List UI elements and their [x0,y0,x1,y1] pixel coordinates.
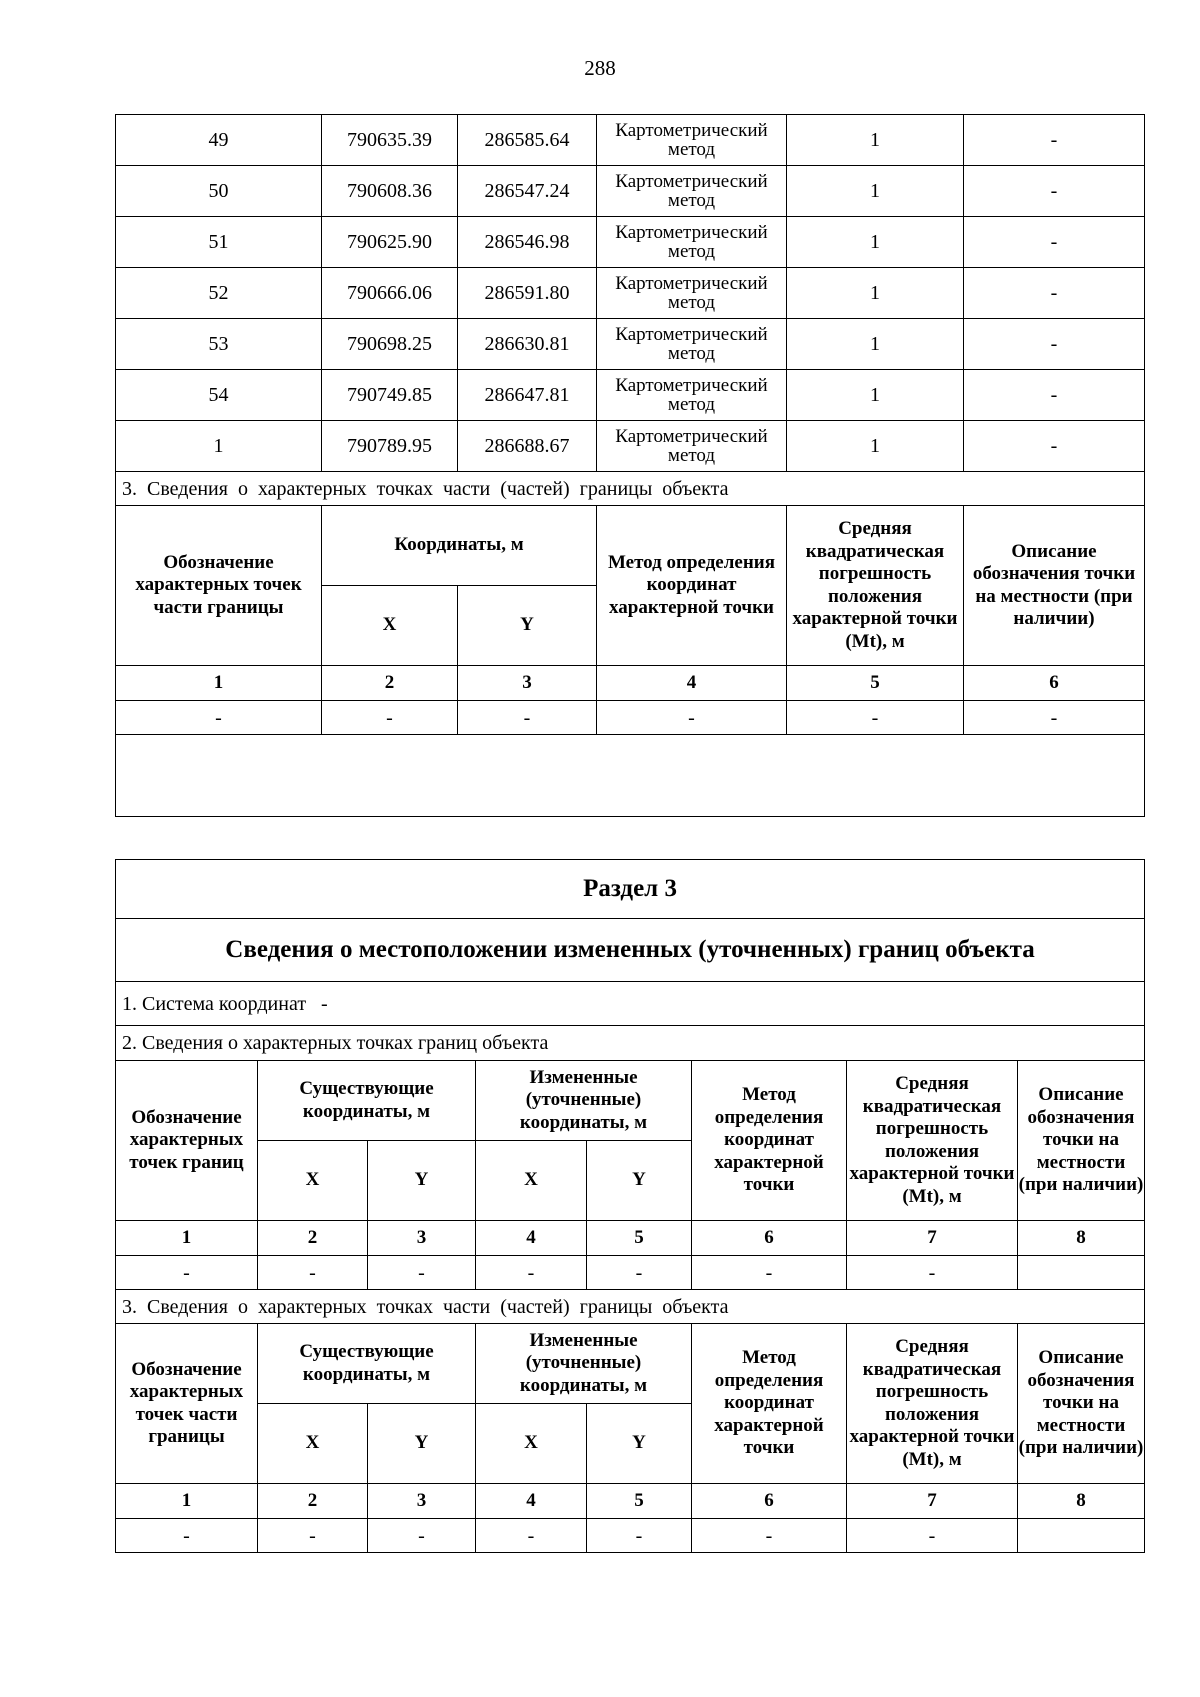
header-designation: Обозначение характерных точек части границы [116,506,322,666]
empty-cell [1018,1256,1145,1290]
header-method: Метод определения координат характерной точки [597,506,787,666]
col-number: 2 [258,1484,368,1519]
col-number: 4 [597,666,787,701]
coord-x: 790635.39 [322,115,458,166]
col-number: 4 [476,1484,587,1519]
col-number: 5 [587,1484,692,1519]
method-cell: Картометрический метод [597,217,787,268]
coord-x: 790698.25 [322,319,458,370]
header-method: Метод определения координат характерной точки [692,1324,847,1484]
header-y: Y [368,1141,476,1221]
description-cell: - [964,166,1145,217]
col-number: 1 [116,666,322,701]
empty-cell: - [587,1519,692,1553]
section3-table [115,859,1145,1553]
description-cell: - [964,115,1145,166]
coord-y: 286688.67 [458,421,597,472]
coord-x: 790749.85 [322,370,458,421]
boundary-points-table [115,114,1145,817]
empty-cell: - [458,701,597,735]
header-description: Описание обозначения точки на местности (при наличии) [1018,1061,1145,1221]
col-number: 2 [258,1221,368,1256]
coord-y: 286546.98 [458,217,597,268]
point-number: 49 [116,115,322,166]
method-cell: Картометрический метод [597,115,787,166]
empty-cell: - [116,701,322,735]
point-number: 51 [116,217,322,268]
empty-cell: - [258,1256,368,1290]
header-y: Y [587,1404,692,1484]
table-row [116,319,1145,370]
description-cell: - [964,217,1145,268]
col-number: 7 [847,1221,1018,1256]
mt-cell: 1 [787,115,964,166]
col-number: 3 [368,1221,476,1256]
method-cell: Картометрический метод [597,421,787,472]
header-x: X [476,1141,587,1221]
col-number: 1 [116,1484,258,1519]
coord-x: 790625.90 [322,217,458,268]
col-number: 5 [587,1221,692,1256]
header-x: X [322,586,458,666]
header-coordinates: Координаты, м [322,506,597,586]
table-row [116,217,1145,268]
col-number: 1 [116,1221,258,1256]
col-number: 6 [692,1484,847,1519]
header-mt: Средняя квадратическая погрешность положения характерной точки (Mt), м [847,1061,1018,1221]
col-number: 8 [1018,1221,1145,1256]
col-number: 5 [787,666,964,701]
col-number: 6 [964,666,1145,701]
coord-x: 790789.95 [322,421,458,472]
header-existing-coords: Существующие координаты, м [258,1061,476,1141]
description-cell: - [964,421,1145,472]
part-points-heading: 3. Сведения о характерных точках части (частей) границы объекта [116,472,1145,506]
col-number: 8 [1018,1484,1145,1519]
coordinate-system: 1. Система координат - [116,982,1145,1026]
header-x: X [258,1404,368,1484]
mt-cell: 1 [787,370,964,421]
coord-y: 286547.24 [458,166,597,217]
col-number: 3 [368,1484,476,1519]
empty-cell: - [368,1519,476,1553]
header-x: X [258,1141,368,1221]
empty-cell [1018,1519,1145,1553]
header-mt: Средняя квадратическая погрешность положения характерной точки (Mt), м [787,506,964,666]
point-number: 1 [116,421,322,472]
mt-cell: 1 [787,421,964,472]
empty-cell: - [368,1256,476,1290]
header-mt: Средняя квадратическая погрешность положения характерной точки (Mt), м [847,1324,1018,1484]
mt-cell: 1 [787,166,964,217]
description-cell: - [964,370,1145,421]
point-number: 54 [116,370,322,421]
header-changed-coords: Измененные (уточненные) координаты, м [476,1061,692,1141]
header-y: Y [587,1141,692,1221]
description-cell: - [964,268,1145,319]
header-x: X [476,1404,587,1484]
header-method: Метод определения координат характерной точки [692,1061,847,1221]
point-number: 53 [116,319,322,370]
col-number: 2 [322,666,458,701]
coord-x: 790666.06 [322,268,458,319]
empty-cell: - [692,1256,847,1290]
section-subtitle: Сведения о местоположении измененных (уточненных) границ объекта [116,919,1145,982]
empty-cell: - [692,1519,847,1553]
coord-y: 286591.80 [458,268,597,319]
header-designation: Обозначение характерных точек границ [116,1061,258,1221]
col-number: 7 [847,1484,1018,1519]
empty-cell: - [476,1256,587,1290]
empty-cell: - [847,1256,1018,1290]
header-description: Описание обозначения точки на местности (при наличии) [1018,1324,1145,1484]
method-cell: Картометрический метод [597,319,787,370]
col-number: 3 [458,666,597,701]
header-y: Y [458,586,597,666]
section-title: Раздел 3 [116,860,1145,919]
table-row [116,268,1145,319]
mt-cell: 1 [787,319,964,370]
method-cell: Картометрический метод [597,268,787,319]
table-row [116,166,1145,217]
empty-cell: - [476,1519,587,1553]
header-y: Y [368,1404,476,1484]
empty-cell: - [847,1519,1018,1553]
empty-cell: - [258,1519,368,1553]
empty-cell: - [116,1256,258,1290]
header-existing-coords: Существующие координаты, м [258,1324,476,1404]
mt-cell: 1 [787,217,964,268]
description-cell: - [964,319,1145,370]
header-changed-coords: Измененные (уточненные) координаты, м [476,1324,692,1404]
header-description: Описание обозначения точки на местности (при наличии) [964,506,1145,666]
col-number: 4 [476,1221,587,1256]
coord-x: 790608.36 [322,166,458,217]
table-row [116,370,1145,421]
header-designation: Обозначение характерных точек части границы [116,1324,258,1484]
page-number: 288 [584,56,616,80]
empty-cell: - [597,701,787,735]
table-row [116,421,1145,472]
empty-cell: - [587,1256,692,1290]
blank-area [116,735,1145,817]
points-heading: 2. Сведения о характерных точках границ объекта [116,1026,1145,1061]
method-cell: Картометрический метод [597,166,787,217]
coord-y: 286647.81 [458,370,597,421]
coord-y: 286630.81 [458,319,597,370]
coord-y: 286585.64 [458,115,597,166]
empty-cell: - [116,1519,258,1553]
empty-cell: - [787,701,964,735]
mt-cell: 1 [787,268,964,319]
part-points-heading: 3. Сведения о характерных точках части (частей) границы объекта [116,1290,1145,1324]
empty-cell: - [964,701,1145,735]
col-number: 6 [692,1221,847,1256]
method-cell: Картометрический метод [597,370,787,421]
point-number: 50 [116,166,322,217]
point-number: 52 [116,268,322,319]
table-row [116,115,1145,166]
empty-cell: - [322,701,458,735]
